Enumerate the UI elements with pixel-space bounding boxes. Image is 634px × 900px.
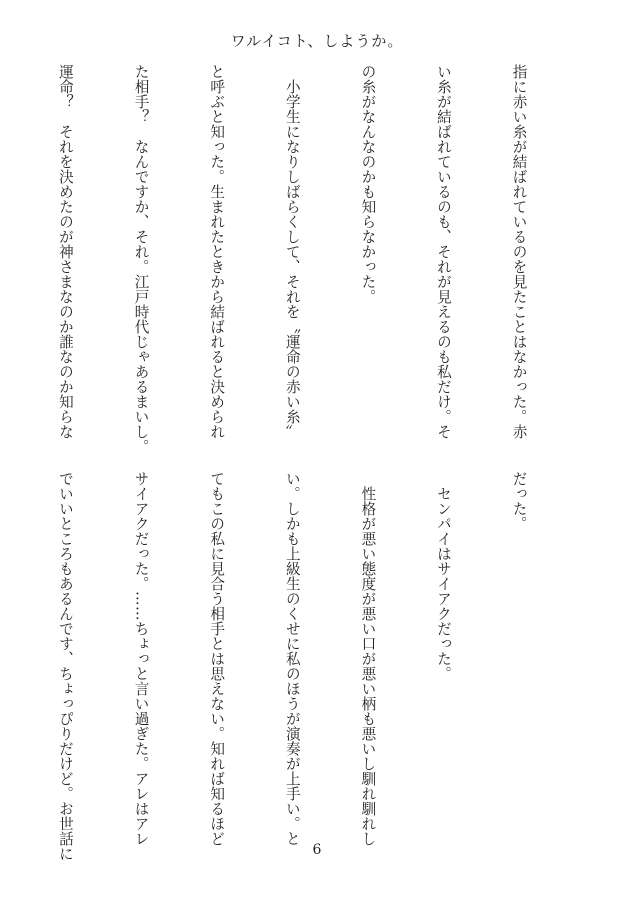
page-number: 6 (312, 842, 322, 858)
text-line: センパイはサイアクだった。 (434, 471, 452, 681)
text-line: 性格が悪い態度が悪い口が悪い柄も悪いし馴れ馴れし (359, 471, 377, 846)
text-line: の糸がなんなのかも知らなかった。 (359, 64, 377, 304)
text-line: サイアクだった。……ちょっと言い過ぎた。アレはアレ (132, 471, 150, 846)
text-block-bottom (0, 471, 582, 861)
text-line: い糸が結ばれているのも、それが見えるのも私だけ。そ (434, 64, 452, 439)
text-block-top (0, 64, 582, 454)
text-line: 小学生になりしばらくして、それを〝運命の赤い糸〟 (283, 64, 301, 439)
text-line: だった。 (510, 471, 528, 531)
text-line (0, 64, 2, 410)
text-line: た相手？ なんですか、それ。江戸時代じゃあるまいし。 (132, 64, 150, 454)
text-line: い。しかも上級生のくせに私のほうが演奏が上手い。と (283, 471, 301, 846)
text-line: てもこの私に見合う相手とは思えない。知れば知るほど (208, 471, 226, 846)
text-line (0, 471, 2, 817)
text-line: と呼ぶと知った。生まれたときから結ばれると決められ (208, 64, 226, 439)
text-line: 指に赤い糸が結ばれているのを見たことはなかった。赤 (510, 64, 528, 439)
text-line: 運命？ それを決めたのが神さまなのか誰なのか知らな (56, 64, 74, 439)
running-title: ワルイコト、しようか。 (230, 32, 404, 50)
text-line: でいいところもあるんです、ちょっぴりだけど。お世話に (56, 471, 74, 861)
